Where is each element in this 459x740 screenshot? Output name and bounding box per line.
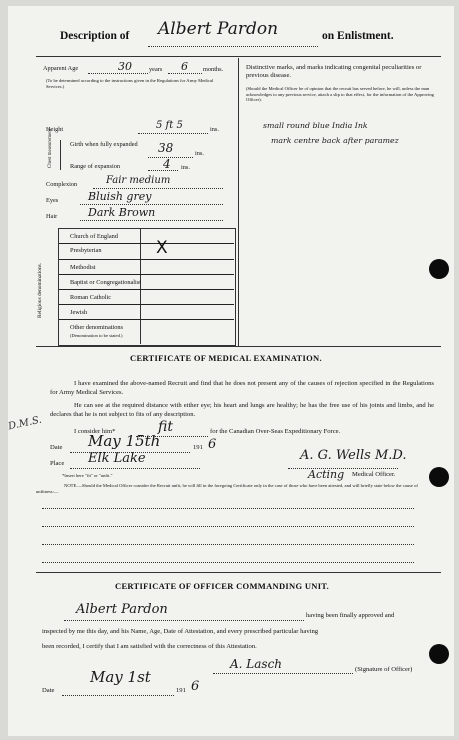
- medical-officer-label: Medical Officer.: [352, 471, 396, 478]
- eyes-value: Bluish grey: [88, 190, 152, 203]
- religion-item: Jewish: [70, 309, 88, 316]
- cu-heading: CERTIFICATE OF OFFICER COMMANDING UNIT.: [115, 581, 330, 591]
- age-years-line: [88, 73, 148, 74]
- cu-date-label: Date: [42, 687, 55, 694]
- cu-name: Albert Pardon: [76, 602, 168, 617]
- consider-prefix: I consider him*: [74, 428, 116, 435]
- chest-range-unit: ins.: [181, 164, 190, 171]
- cu-line-3: been recorded, I certify that I am satisfied with the correctness of this Attestation.: [42, 643, 257, 650]
- title-line: [148, 46, 318, 47]
- religion-row-rule: [59, 304, 234, 305]
- complexion-label: Complexion: [46, 181, 78, 188]
- cu-line-1-tail: having been finally approved and: [306, 612, 395, 619]
- margin-stamp: D.M.S.: [7, 414, 43, 433]
- marks-line-1: small round blue India Ink: [263, 121, 368, 130]
- title-suffix: on Enlistment.: [322, 30, 394, 42]
- unfitness-line: [42, 562, 414, 563]
- religion-row-rule: [59, 289, 234, 290]
- cu-name-line: [64, 620, 304, 621]
- eyes-line: [80, 204, 223, 205]
- cu-date: May 1st: [90, 668, 151, 686]
- chest-range-label: Range of expansion: [70, 163, 121, 170]
- religion-item: Methodist: [70, 264, 96, 271]
- unfitness-line: [42, 526, 414, 527]
- unfitness-line: [42, 508, 414, 509]
- religion-item: Church of England: [70, 233, 118, 240]
- age-months: 6: [181, 60, 188, 73]
- religion-item: Presbyterian: [70, 247, 102, 254]
- cu-signature: A. Lasch: [230, 657, 283, 671]
- unfitness-line: [42, 544, 414, 545]
- medical-acting: Acting: [308, 468, 345, 481]
- height-unit: ins.: [210, 126, 219, 133]
- punch-hole: [429, 644, 449, 664]
- chest-range: 4: [163, 157, 171, 171]
- cu-date-year: 191: [176, 687, 186, 694]
- marks-note: (Should the Medical Officer be of opinion that the recruit has served before, he will, unless the man acknowledges to any previous service, attach a slip to that effect, for the information of the Approving Officer).: [246, 86, 434, 102]
- medical-para-1: I have examined the above-named Recruit and find that he does not present any of the causes of rejection specified in the Regulations for Army Medical Services.: [50, 380, 434, 397]
- age-label: Apparent Age: [43, 65, 79, 72]
- medical-date-year: 191: [193, 444, 203, 451]
- title-prefix: Description of: [60, 30, 130, 42]
- marks-line-2: mark centre back after paramez: [271, 136, 399, 145]
- cu-date-line: [62, 695, 174, 696]
- religion-row-rule: [59, 243, 234, 244]
- hair-line: [80, 220, 223, 221]
- height-label: Height: [46, 126, 64, 133]
- medical-date: May 15th: [88, 432, 161, 450]
- age-months-line: [168, 73, 202, 74]
- column-divider: [238, 58, 239, 346]
- chest-brace: [60, 140, 65, 170]
- religion-row-rule: [59, 274, 234, 275]
- chest-girth: 38: [158, 141, 174, 155]
- hair-value: Dark Brown: [88, 206, 156, 219]
- medical-footnote: *Insert here "fit" or "unfit.": [62, 473, 113, 478]
- medical-place-label: Place: [50, 460, 65, 467]
- complexion-line: [93, 188, 223, 189]
- chest-girth-unit: ins.: [195, 150, 204, 157]
- religion-row-rule: [59, 259, 234, 260]
- medical-date-year-digit: 6: [208, 437, 217, 452]
- section-rule: [36, 346, 441, 347]
- attestation-page: [8, 6, 454, 736]
- medical-signature: A. G. Wells M.D.: [300, 448, 407, 463]
- top-rule: [36, 56, 441, 57]
- title-name: Albert Pardon: [158, 19, 279, 39]
- medical-para-2: He can see at the required distance with either eye; his heart and lungs are healthy; he has the free use of his joints and limbs, and he declares that he is not subject to fits of any description.: [50, 402, 434, 419]
- height-line: [138, 133, 208, 134]
- cu-signature-line: [213, 673, 353, 674]
- religion-other-note: (Denomination to be stated.): [70, 333, 123, 338]
- religion-row-rule: [59, 319, 234, 320]
- religion-item: Roman Catholic: [70, 294, 112, 301]
- cu-line-2: inspected by me this day, and his Name, Age, Date of Attestation, and every prescribed particular having: [42, 628, 319, 635]
- chest-side-label: Chest measurement: [48, 128, 53, 168]
- cu-signature-label: (Signature of Officer): [355, 666, 413, 673]
- height-value: 5 ft 5: [156, 120, 183, 131]
- medical-note: NOTE.—Should the Medical Officer consider the Recruit unfit, he will fill in the foregoing Certificate only in the case of those who have been attested, and will briefly state below the cause of unfitness:—: [36, 483, 418, 494]
- medical-place: Elk Lake: [88, 451, 146, 466]
- eyes-label: Eyes: [46, 197, 59, 204]
- religion-item: Other denominations: [70, 324, 123, 331]
- chest-girth-label: Girth when fully expanded: [70, 141, 138, 148]
- religion-col-divider: [140, 229, 141, 344]
- chest-range-line: [148, 170, 178, 171]
- consider-suffix: for the Canadian Over-Seas Expeditionary Force.: [210, 428, 341, 435]
- marks-heading: Distinctive marks, and marks indicating congenital peculiarities or previous disease.: [246, 64, 422, 80]
- punch-hole: [429, 259, 449, 279]
- age-years-label: years: [149, 66, 163, 73]
- hair-label: Hair: [46, 213, 58, 220]
- section-rule: [36, 572, 441, 573]
- religion-side-label: Religious denominations.: [37, 262, 43, 318]
- consider-fit: fit: [158, 419, 173, 435]
- medical-date-label: Date: [50, 444, 63, 451]
- cu-date-year-digit: 6: [191, 679, 200, 694]
- age-months-label: months.: [203, 66, 224, 73]
- religion-mark: X: [156, 238, 168, 258]
- age-years: 30: [118, 60, 132, 73]
- religion-item: Baptist or Congregationalist: [70, 279, 142, 286]
- complexion-value: Fair medium: [106, 175, 171, 186]
- medical-heading: CERTIFICATE OF MEDICAL EXAMINATION.: [130, 353, 322, 363]
- age-note: (To be determined according to the instructions given in the Regulations for Army Medical Services.): [46, 78, 214, 89]
- medical-place-line: [70, 468, 200, 469]
